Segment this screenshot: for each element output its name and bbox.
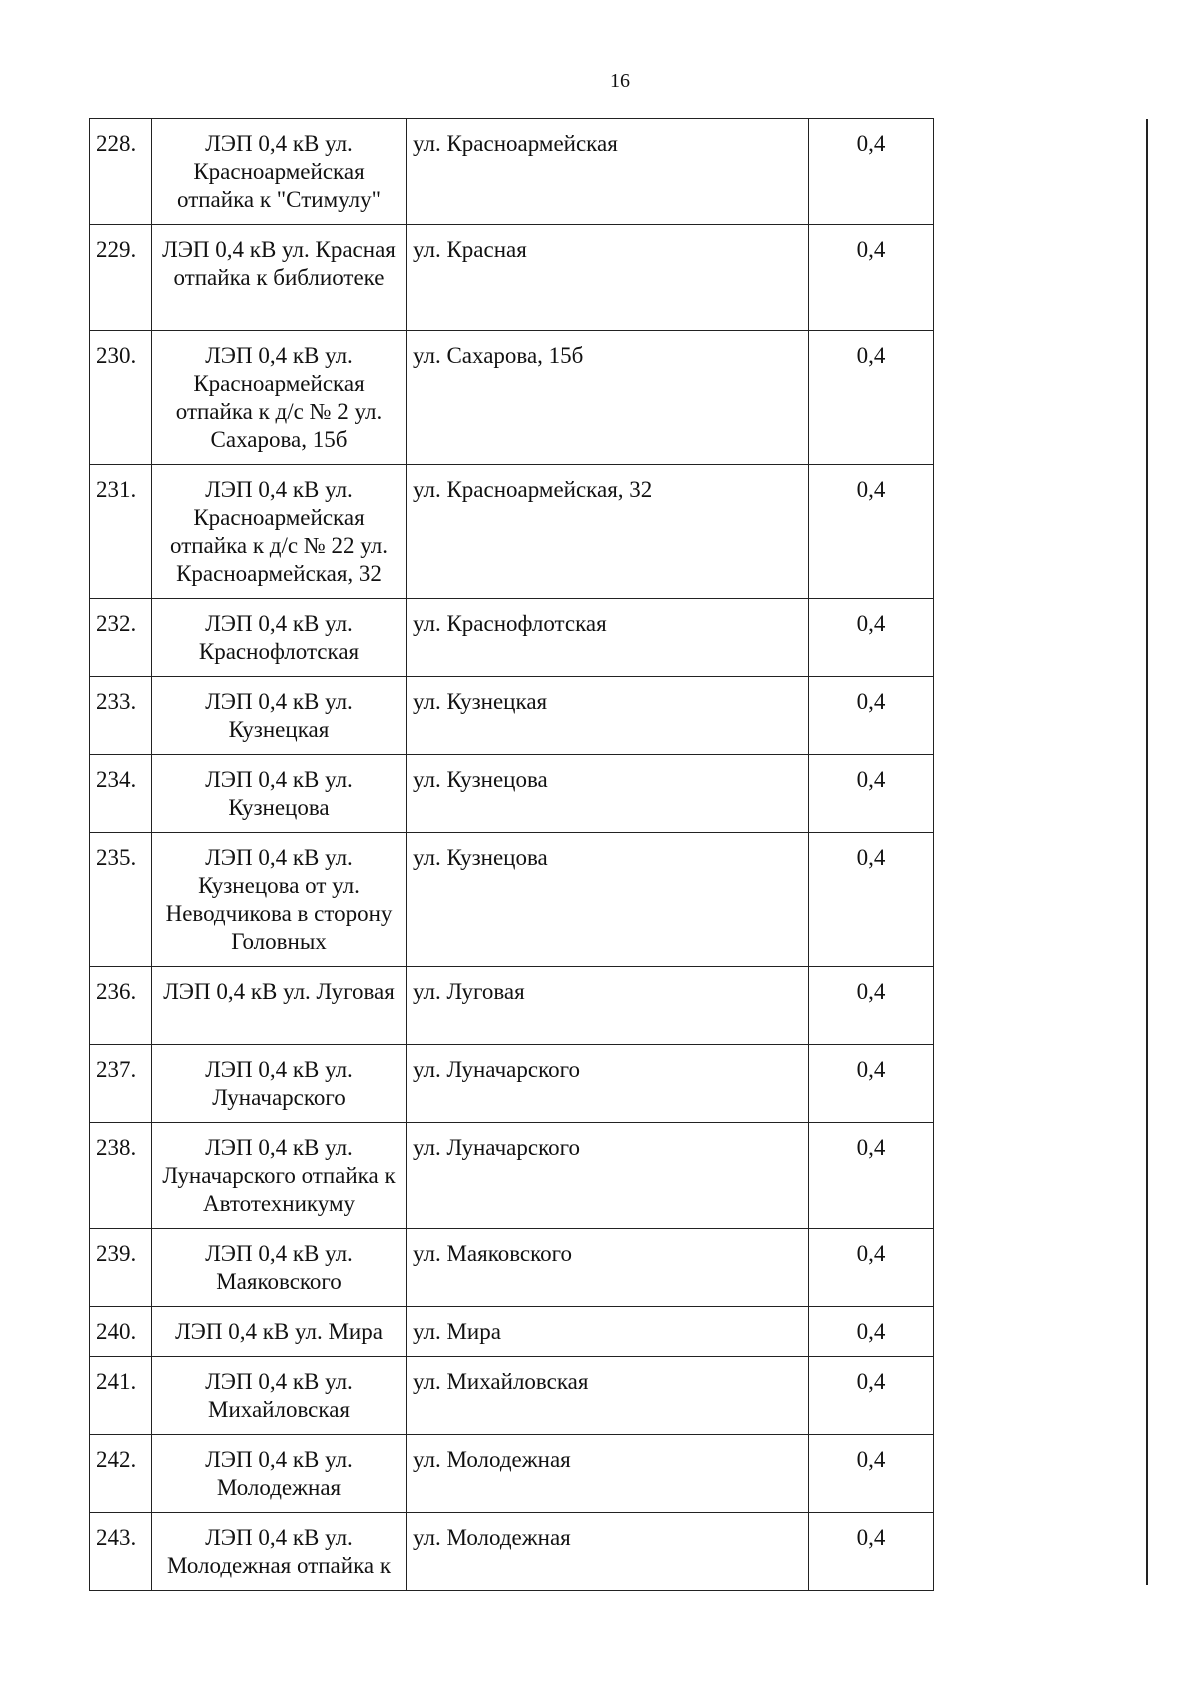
line-voltage: 0,4 — [809, 1123, 934, 1229]
row-number: 237. — [90, 1045, 152, 1123]
table-row — [90, 1045, 934, 1123]
line-name: ЛЭП 0,4 кВ ул. Красная отпайка к библиотеке — [152, 225, 407, 331]
line-voltage: 0,4 — [809, 967, 934, 1045]
line-name: ЛЭП 0,4 кВ ул. Маяковского — [152, 1229, 407, 1307]
line-address: ул. Молодежная — [407, 1435, 809, 1513]
line-name: ЛЭП 0,4 кВ ул. Молодежная — [152, 1435, 407, 1513]
line-address: ул. Кузнецова — [407, 833, 809, 967]
line-name: ЛЭП 0,4 кВ ул. Михайловская — [152, 1357, 407, 1435]
row-number: 236. — [90, 967, 152, 1045]
line-name: ЛЭП 0,4 кВ ул. Кузнецова — [152, 755, 407, 833]
margin-rule — [1146, 119, 1148, 1585]
power-lines-table — [89, 118, 934, 1591]
table-row — [90, 1513, 934, 1591]
table-row — [90, 1229, 934, 1307]
line-address: ул. Красноармейская, 32 — [407, 465, 809, 599]
line-name: ЛЭП 0,4 кВ ул. Красноармейская отпайка к д/с № 2 ул. Сахарова, 15б — [152, 331, 407, 465]
table-row — [90, 1123, 934, 1229]
line-voltage: 0,4 — [809, 225, 934, 331]
table-row — [90, 1435, 934, 1513]
table-row — [90, 225, 934, 331]
row-number: 241. — [90, 1357, 152, 1435]
line-name: ЛЭП 0,4 кВ ул. Луговая — [152, 967, 407, 1045]
line-voltage: 0,4 — [809, 677, 934, 755]
line-address: ул. Молодежная — [407, 1513, 809, 1591]
table-row — [90, 119, 934, 225]
line-voltage: 0,4 — [809, 599, 934, 677]
line-name: ЛЭП 0,4 кВ ул. Мира — [152, 1307, 407, 1357]
row-number: 240. — [90, 1307, 152, 1357]
line-name: ЛЭП 0,4 кВ ул. Краснофлотская — [152, 599, 407, 677]
row-number: 232. — [90, 599, 152, 677]
line-voltage: 0,4 — [809, 1307, 934, 1357]
line-voltage: 0,4 — [809, 119, 934, 225]
line-name: ЛЭП 0,4 кВ ул. Красноармейская отпайка к "Стимулу" — [152, 119, 407, 225]
line-address: ул. Луначарского — [407, 1123, 809, 1229]
line-voltage: 0,4 — [809, 1435, 934, 1513]
line-address: ул. Красная — [407, 225, 809, 331]
line-voltage: 0,4 — [809, 465, 934, 599]
table-row — [90, 833, 934, 967]
table-row — [90, 1307, 934, 1357]
row-number: 231. — [90, 465, 152, 599]
row-number: 243. — [90, 1513, 152, 1591]
table-row — [90, 755, 934, 833]
table-row — [90, 331, 934, 465]
line-address: ул. Луначарского — [407, 1045, 809, 1123]
row-number: 233. — [90, 677, 152, 755]
line-address: ул. Красноармейская — [407, 119, 809, 225]
table-row — [90, 465, 934, 599]
line-name: ЛЭП 0,4 кВ ул. Луначарского — [152, 1045, 407, 1123]
line-voltage: 0,4 — [809, 755, 934, 833]
row-number: 229. — [90, 225, 152, 331]
line-voltage: 0,4 — [809, 1229, 934, 1307]
row-number: 234. — [90, 755, 152, 833]
line-address: ул. Сахарова, 15б — [407, 331, 809, 465]
table-row — [90, 677, 934, 755]
row-number: 239. — [90, 1229, 152, 1307]
line-voltage: 0,4 — [809, 331, 934, 465]
line-voltage: 0,4 — [809, 1513, 934, 1591]
line-name: ЛЭП 0,4 кВ ул. Луначарского отпайка к Автотехникуму — [152, 1123, 407, 1229]
line-voltage: 0,4 — [809, 1045, 934, 1123]
line-address: ул. Краснофлотская — [407, 599, 809, 677]
row-number: 235. — [90, 833, 152, 967]
line-name: ЛЭП 0,4 кВ ул. Кузнецова от ул. Неводчикова в сторону Головных — [152, 833, 407, 967]
line-address: ул. Маяковского — [407, 1229, 809, 1307]
row-number: 228. — [90, 119, 152, 225]
page-number: 16 — [610, 70, 630, 92]
row-number: 238. — [90, 1123, 152, 1229]
line-name: ЛЭП 0,4 кВ ул. Кузнецкая — [152, 677, 407, 755]
line-voltage: 0,4 — [809, 1357, 934, 1435]
line-voltage: 0,4 — [809, 833, 934, 967]
line-address: ул. Кузнецкая — [407, 677, 809, 755]
table-row — [90, 1357, 934, 1435]
row-number: 230. — [90, 331, 152, 465]
line-address: ул. Мира — [407, 1307, 809, 1357]
table-row — [90, 967, 934, 1045]
line-address: ул. Луговая — [407, 967, 809, 1045]
line-address: ул. Кузнецова — [407, 755, 809, 833]
table-row — [90, 599, 934, 677]
line-name: ЛЭП 0,4 кВ ул. Красноармейская отпайка к д/с № 22 ул. Красноармейская, 32 — [152, 465, 407, 599]
row-number: 242. — [90, 1435, 152, 1513]
line-address: ул. Михайловская — [407, 1357, 809, 1435]
line-name: ЛЭП 0,4 кВ ул. Молодежная отпайка к — [152, 1513, 407, 1591]
